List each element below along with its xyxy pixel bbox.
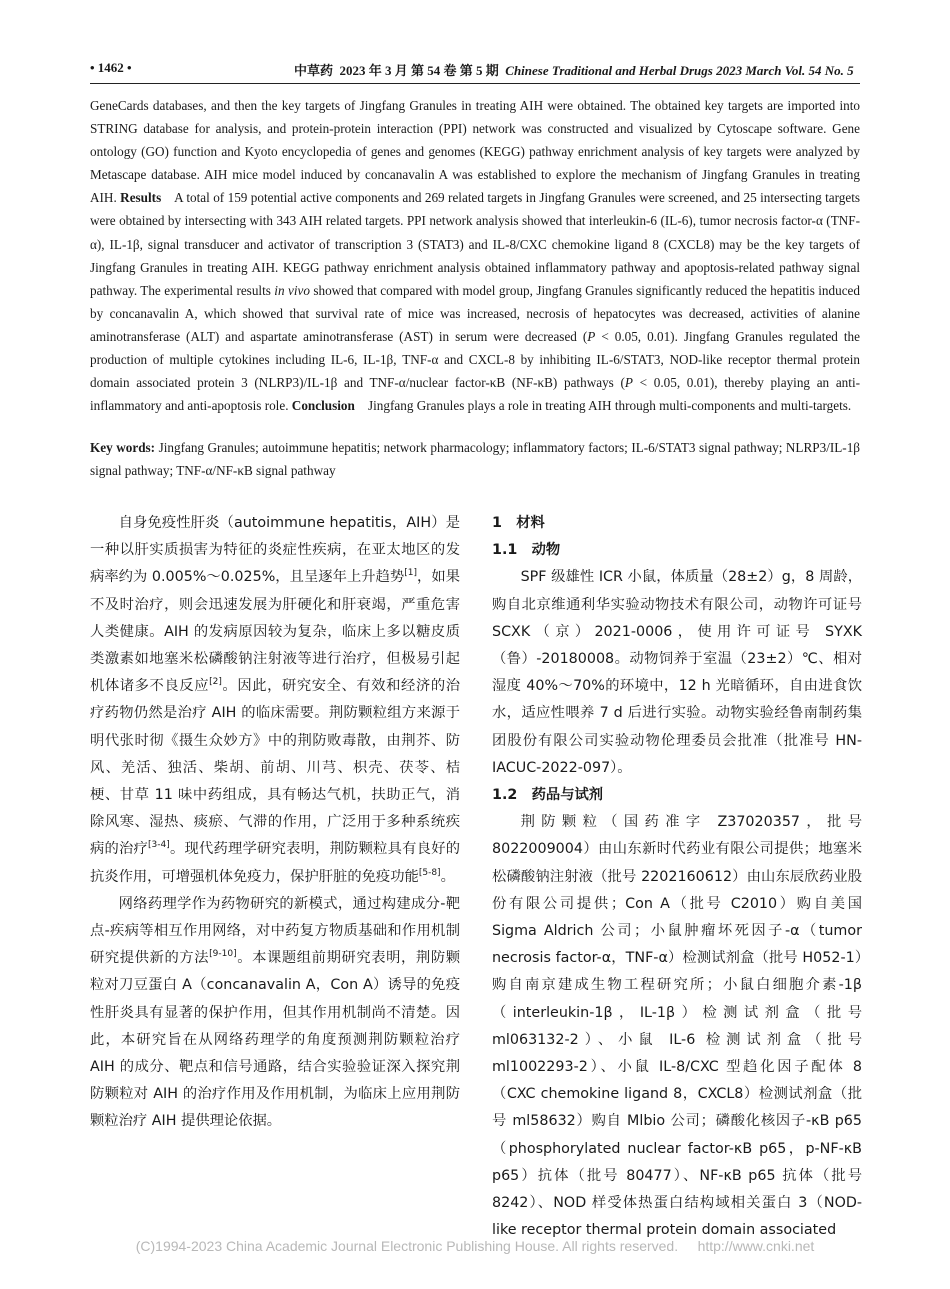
keywords-label: Key words: [90,440,156,455]
cnki-link[interactable]: http://www.cnki.net [697,1238,815,1254]
intro-text: ，如果不及时治疗，则会迅速发展为肝硬化和肝衰竭，严重危害人类健康。AIH 的发病原因较为复杂，临床上多以糖皮质类激素如地塞米松磷酸钠注射液等进行治疗，但极易引起机体诸多不良反应 [90,569,460,695]
journal-name-en: Chinese Traditional and Herbal Drugs 2023 March Vol. 54 No. 5 [505,63,854,78]
copyright-text: (C)1994-2023 China Academic Journal Electronic Publishing House. All rights reserved. [135,1238,679,1254]
citation-ref[interactable]: [2] [209,677,222,688]
results-label: Results [120,190,162,206]
abstract-methods-text: GeneCards databases, and then the key targets of Jingfang Granules in treating AIH were obtained. The obtained key targets are imported into STRING database for analysis, and protein-protein interaction (PPI) network was constructed and visualized by Cytoscape software. Gene ontology (GO) function and Kyoto encyclopedia of genes and genomes (KEGG) pathway enrichment analysis of key targets were analyzed by Metascape database. AIH mice model induced by concanavalin A was established to explore the mechanism of Jingfang Granules in treating AIH. [90,98,860,206]
issue-info-cn: 2023 年 3 月 第 54 卷 第 5 期 [339,63,499,78]
citation-ref[interactable]: [9-10] [209,949,237,960]
keywords [90,436,860,482]
subsection-heading-animals: 1.1 动物 [492,542,561,559]
intro-text: 。本课题组前期研究表明，荆防颗粒对刀豆蛋白 A（concanavalin A，Con A）诱导的免疫性肝炎具有显著的保护作用，但其作用机制尚不清楚。因此，本研究旨在从网络药理学的角度预测荆防颗粒治疗 AIH 的成分、靶点和信号通路，结合实验验证深入探究荆防颗粒对 AIH 的治疗作用及作用机制，为临床上应用荆防颗粒治疗 AIH 提供理论依据。 [90,950,461,1130]
intro-paragraph-2 [90,891,460,1136]
abstract-results-text-4: < 0.05, 0.01), thereby playing an anti-inflammatory and anti-apoptosis role. [90,375,860,414]
journal-citation [294,60,854,79]
keywords-text: Jingfang Granules; autoimmune hepatitis; network pharmacology; inflammatory factors; IL-6/STAT3 signal pathway; NLRP3/IL-1β signal pathway; TNF-α/NF-κB signal pathway [90,440,860,479]
intro-text: 网络药理学作为药物研究的新模式，通过构建成分-靶点-疾病等相互作用网络，对中药复方物质基础和作用机制研究提供新的方法 [90,895,460,967]
p-value-symbol: P [587,328,596,344]
body-column-right [492,510,862,1244]
intro-text: 。现代药理学研究表明，荆防颗粒具有良好的抗炎作用，可增强机体免疫力，保护肝脏的免疫功能 [90,841,461,885]
drugs-paragraph: 荆防颗粒（国药准字 Z37020357，批号 8022009004）由山东新时代药业有限公司提供；地塞米松磷酸钠注射液（批号 2202160612）由山东辰欣药业股份有限公司提供；Con A（批号 C2010）购自美国 Sigma Aldrich 公司；小鼠肿瘤坏死因子-α（tumor necrosis factor-α，TNF-α）检测试剂盒（批号 H052-1）购自南京建成生物工程研究所；小鼠白细胞介素-1β（interleukin-1β，IL-1β）检测试剂盒（批号 ml063132-2）、小鼠 IL-6 检测试剂盒（批号 ml1002293-2）、小鼠 IL-8/CXC 型趋化因子配体 8（CXC chemokine ligand 8，CXCL8）检测试剂盒（批号 ml58632）购自 Mlbio 公司；磷酸化核因子-κB p65（phosphorylated nuclear factor-κB p65，p-NF-κB p65）抗体（批号 80477）、NF-κB p65 抗体（批号 8242）、NOD 样受体热蛋白结构域相关蛋白 3（NOD-like receptor thermal protein domain associated [492,814,862,1239]
journal-name-cn: 中草药 [294,63,334,78]
running-header [90,58,860,82]
abstract-results-text: A total of 159 potential active components and 269 related targets in Jingfang Granules were screened, and 25 intersecting targets were obtained by intersecting with 343 AIH related targets. PPI network analysis showed that interleukin-6 (IL-6), tumor necrosis factor-α (TNF-α), IL-1β, signal transducer and activator of transcription 3 (STAT3) and IL-8/CXC chemokine ligand 8 (CXCL8) may be the key targets of Jingfang Granules in treating AIH. KEGG pathway enrichment analysis obtained inflammatory pathway and apoptosis-related pathway signal pathway. The experimental results [90,190,860,298]
abstract-conclusion-text: Jingfang Granules plays a role in treating AIH through multi-components and multi-targets. [368,398,852,414]
page-number: • 1462 • [90,60,132,75]
section-heading-materials: 1 材料 [492,515,545,531]
citation-ref[interactable]: [1] [404,568,418,579]
body-column-left [90,510,460,1136]
p-value-symbol: P [624,375,633,391]
subsection-heading-drugs: 1.2 药品与试剂 [492,787,604,804]
copyright-footer [0,1238,950,1254]
animals-paragraph: SPF 级雄性 ICR 小鼠，体质量（28±2）g，8 周龄，购自北京维通利华实验动物技术有限公司，动物许可证号 SCXK（京）2021-0006，使用许可证号 SYXK（鲁）-20180008。动物饲养于室温（23±2）℃、相对湿度 40%～70%的环境中，12 h 光暗循环，自由进食饮水，适应性喂养 7 d 后进行实验。动物实验经鲁南制药集团股份有限公司实验动物伦理委员会批准（批准号 HN-IACUC-2022-097）。 [492,569,862,776]
header-divider [90,83,860,84]
intro-text: 自身免疫性肝炎（autoimmune hepatitis，AIH）是一种以肝实质损害为特征的炎症性疾病，在亚太地区的发病率约为 0.005%～0.025%，且呈逐年上升趋势 [90,515,460,586]
abstract-english [90,94,860,417]
abstract-results-text-2: showed that compared with model group, Jingfang Granules significantly reduced the hepatitis induced by concanavalin A, which showed that survival rate of mice was increased, necrosis of hepatocytes was decreased, activities of alanine aminotransferase (ALT) and aspartate aminotransferase (AST) in serum were decreased ( [90,282,861,344]
abstract-results-text-3: < 0.05, 0.01). Jingfang Granules regulated the production of multiple cytokines including IL-6, IL-1β, TNF-α and CXCL-8 by inhibiting IL-6/STAT3, NOD-like receptor thermal protein domain associated protein 3 (NLRP3)/IL-1β and TNF-α/nuclear factor-κB (NF-κB) pathways ( [90,328,860,391]
in-vivo-term: in vivo [274,282,310,298]
conclusion-label: Conclusion [291,398,355,414]
intro-text: 。 [440,868,455,885]
citation-ref[interactable]: [3-4] [148,840,170,851]
intro-paragraph-1 [90,510,460,891]
intro-text: 。因此，研究安全、有效和经济的治疗药物仍然是治疗 AIH 的临床需要。荆防颗粒组方来源于明代张时彻《摄生众妙方》中的荆防败毒散，由荆芥、防风、羌活、独活、柴胡、前胡、川芎、枳壳、茯苓、桔梗、甘草 11 味中药组成，具有畅达气机，扶助正气，消除风寒、湿热、痰瘀、气滞的作用，广泛用于多种系统疾病的治疗 [90,678,461,858]
citation-ref[interactable]: [5-8] [418,867,441,878]
